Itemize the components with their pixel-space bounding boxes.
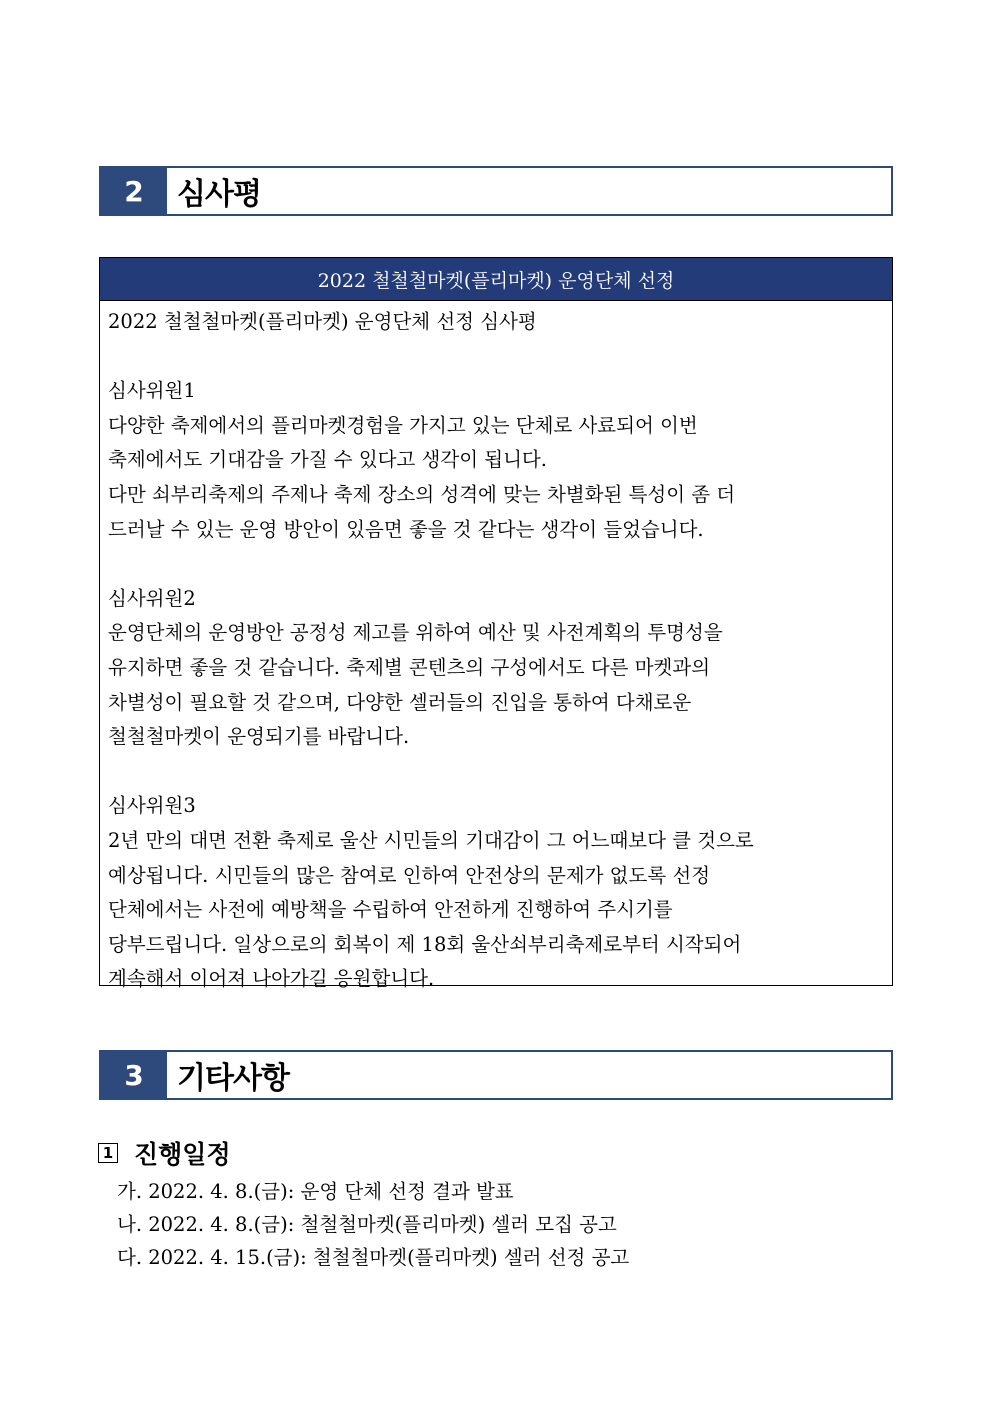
review-line: 철철철마켓이 운영되기를 바랍니다. — [108, 725, 410, 749]
schedule-heading — [98, 1135, 231, 1171]
blank-line — [108, 547, 892, 582]
section-number: 3 — [101, 1052, 167, 1098]
review-table — [99, 257, 893, 991]
review-line: 차별성이 필요할 것 같으며, 다양한 셀러들의 진입을 통하여 다채로운 — [108, 690, 692, 714]
review-table-header: 2022 철철철마켓(플리마켓) 운영단체 선정 — [100, 258, 892, 301]
review-line: 2022 철철철마켓(플리마켓) 운영단체 선정 심사평 — [108, 310, 537, 333]
schedule-heading-text: 진행일정 — [134, 1140, 231, 1169]
blank-line — [108, 340, 892, 375]
section-title: 기타사항 — [177, 1061, 289, 1096]
schedule-item: 가. 2022. 4. 8.(금): 운영 단체 선정 결과 발표 — [117, 1180, 514, 1203]
blank-line — [108, 755, 892, 790]
review-line: 심사위원3 — [108, 794, 196, 818]
review-line: 심사위원1 — [108, 379, 196, 403]
review-line: 다만 쇠부리축제의 주제나 축제 장소의 성격에 맞는 차별화된 특성이 좀 더 — [108, 482, 736, 506]
review-line: 심사위원2 — [108, 586, 196, 610]
schedule-list — [117, 1175, 629, 1274]
review-line: 2년 만의 대면 전환 축제로 울산 시민들의 기대감이 그 어느때보다 클 것으로 — [108, 828, 754, 852]
review-line: 드러날 수 있는 운영 방안이 있음면 좋을 것 같다는 생각이 들었습니다. — [108, 517, 704, 541]
review-line: 다양한 축제에서의 플리마켓경험을 가지고 있는 단체로 사료되어 이번 — [108, 413, 698, 437]
review-line: 유지하면 좋을 것 같습니다. 축제별 콘텐츠의 구성에서도 다른 마켓과의 — [108, 655, 711, 679]
review-line: 축제에서도 기대감을 가질 수 있다고 생각이 됩니다. — [108, 448, 547, 472]
review-line: 단체에서는 사전에 예방책을 수립하여 안전하게 진행하여 주시기를 — [108, 898, 673, 922]
review-line: 당부드립니다. 일상으로의 회복이 제 18회 울산쇠부리축제로부터 시작되어 — [108, 932, 742, 956]
section-3-header — [99, 1050, 893, 1100]
review-line: 예상됩니다. 시민들의 많은 참여로 인하여 안전상의 문제가 없도록 선정 — [108, 863, 711, 887]
schedule-item: 나. 2022. 4. 8.(금): 철철철마켓(플리마켓) 셀러 모집 공고 — [117, 1213, 617, 1236]
section-2-header — [99, 166, 893, 216]
review-line: 계속해서 이어져 나아가길 응원합니다. — [108, 967, 435, 991]
section-title: 심사평 — [177, 177, 261, 212]
section-number: 2 — [101, 168, 167, 214]
boxed-number: 1 — [98, 1143, 118, 1163]
schedule-item: 다. 2022. 4. 15.(금): 철철철마켓(플리마켓) 셀러 선정 공고 — [117, 1246, 630, 1269]
review-line: 운영단체의 운영방안 공정성 제고를 위하여 예산 및 사전계획의 투명성을 — [108, 621, 723, 645]
review-content — [100, 301, 892, 997]
